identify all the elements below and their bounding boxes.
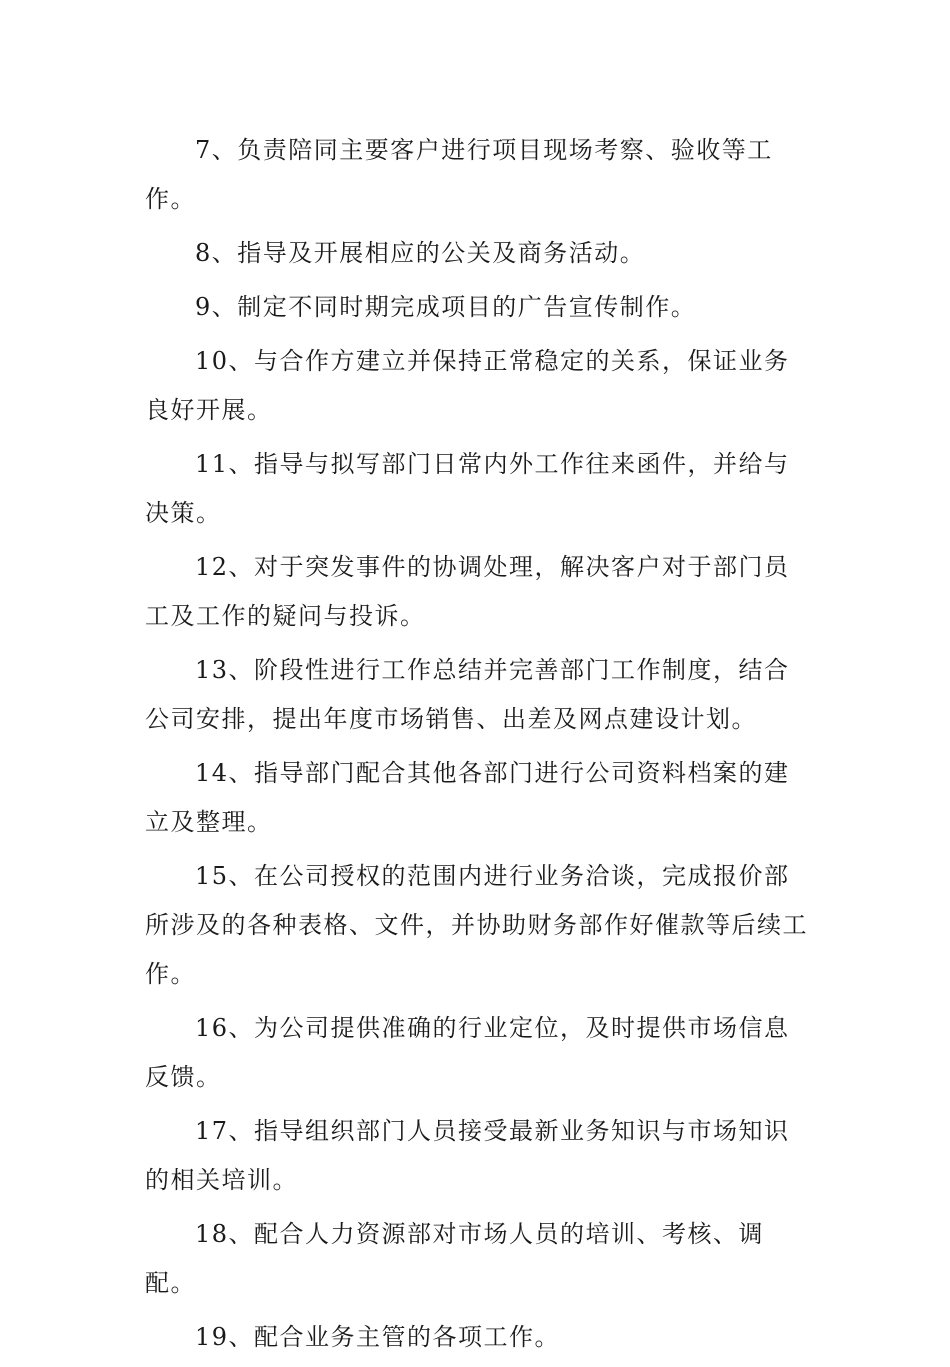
paragraph-item-13: 13、阶段性进行工作总结并完善部门工作制度，结合公司安排，提出年度市场销售、出差及网点建设计划。	[145, 656, 790, 733]
paragraph-item-8: 8、指导及开展相应的公关及商务活动。	[195, 239, 646, 267]
paragraph-item-11: 11、指导与拟写部门日常内外工作往来函件，并给与决策。	[145, 450, 790, 527]
paragraph-item-18: 18、配合人力资源部对市场人员的培训、考核、调配。	[145, 1220, 765, 1297]
document-body	[145, 126, 810, 1367]
paragraph-item-10: 10、与合作方建立并保持正常稳定的关系，保证业务良好开展。	[145, 347, 790, 424]
paragraph-item-7: 7、负责陪同主要客户进行项目现场考察、验收等工作。	[145, 136, 773, 213]
paragraph-item-12: 12、对于突发事件的协调处理，解决客户对于部门员工及工作的疑问与投诉。	[145, 553, 790, 630]
paragraph-item-9: 9、制定不同时期完成项目的广告宣传制作。	[195, 293, 697, 321]
paragraph-item-17: 17、指导组织部门人员接受最新业务知识与市场知识的相关培训。	[145, 1117, 790, 1194]
paragraph-item-14: 14、指导部门配合其他各部门进行公司资料档案的建立及整理。	[145, 759, 790, 836]
paragraph-item-19: 19、配合业务主管的各项工作。	[195, 1323, 561, 1351]
paragraph-item-16: 16、为公司提供准确的行业定位，及时提供市场信息反馈。	[145, 1014, 790, 1091]
paragraph-item-15: 15、在公司授权的范围内进行业务洽谈，完成报价部所涉及的各种表格、文件，并协助财务部作好催款等后续工作。	[145, 862, 808, 988]
